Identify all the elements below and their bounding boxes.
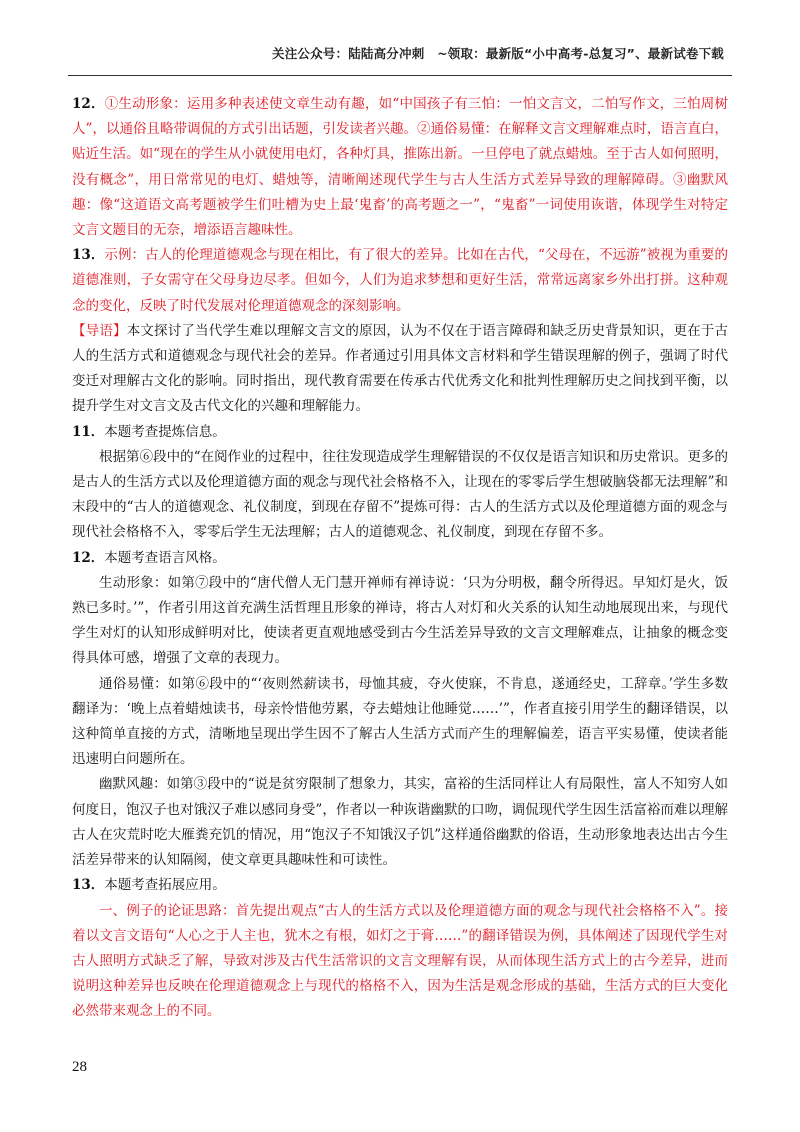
- item-number: 12．: [72, 549, 105, 566]
- analysis-heading-text: 本题考查提炼信息。: [104, 423, 226, 440]
- analysis-12-heading: [72, 546, 728, 571]
- document-body: [72, 92, 728, 1025]
- item-number: 13．: [72, 877, 105, 894]
- answer-text: 示例：古人的伦理道德观念与现在相比，有了很大的差异。比如在古代，“父母在，不远游”被视为重要的道德准则，子女需守在父母身边尽孝。但如今，人们为追求梦想和更好生活，常常远离家乡外出打拼。这种观念的变化，反映了时代发展对伦理道德观念的深刻影响。: [72, 247, 728, 314]
- answer-13-example: [72, 243, 728, 319]
- item-number: 12．: [72, 96, 105, 112]
- header-divider: [68, 75, 732, 76]
- answer-12-style: [72, 92, 728, 243]
- guide-paragraph: [72, 319, 728, 420]
- guide-tag: 【导语】: [72, 322, 127, 339]
- analysis-heading-text: 本题考查拓展应用。: [104, 877, 226, 894]
- analysis-11-body: 根据第⑥段中的“在阅作业的过程中，往往发现造成学生理解错误的不仅仅是语言知识和历史常识。更多的是古人的生活方式以及伦理道德方面的观念与现代社会格格不入，让现在的零零后学生想破脑袋都无法理解”和末段中的“古人的道德观念、礼仪制度，到现在存留不”提炼可得：古人的生活方式以及伦理道德方面的观念与现代社会格格不入，零零后学生无法理解；古人的道德观念、礼仪制度，到现在存留不多。: [72, 448, 728, 541]
- answer-text: ①生动形象：运用多种表述使文章生动有趣，如“中国孩子有三怕：一怕文言文，二怕写作文，三怕周树人”，以通俗且略带调侃的方式引出话题，引发读者兴趣。②通俗易懂：在解释文言文理解难点时，语言直白，贴近生活。如“现在的学生从小就使用电灯，各种灯具，推陈出新。一旦停电了就点蜡烛。至于古人如何照明，没有概念”，用日常常见的电灯、蜡烛等，清晰阐述现代学生与古人生活方式差异导致的理解障碍。③幽默风趣：像“这道语文高考题被学生们吐槽为史上最‘鬼畜’的高考题之一”，“鬼畜”一词使用诙谐，体现学生对特定文言文题目的无奈，增添语言趣味性。: [72, 96, 728, 239]
- guide-text: 本文探讨了当代学生难以理解文言文的原因，认为不仅在于语言障碍和缺乏历史背景知识，更在于古人的生活方式和道德观念与现代社会的差异。作者通过引用具体文言材料和学生错误理解的例子，强调了时代变迁对理解古文化的影响。同时指出，现代教育需要在传承古代优秀文化和批判性理解历史之间找到平衡，以提升学生对文言文及古代文化的兴趣和理解能力。: [72, 322, 729, 415]
- analysis-13-body: 一、例子的论证思路：首先提出观点“古人的生活方式以及伦理道德方面的观念与现代社会格格不入”。接着以文言文语句“人心之于人主也，犹木之有根，如灯之于膏……”的翻译错误为例，具体阐述了因现代学生对古人照明方式缺乏了解，导致对涉及古代生活常识的文言文理解有误，从而体现生活方式上的古今差异，进而说明这种差异也反映在伦理道德观念上与现代的格格不入，因为生活是观念形成的基础，生活方式的巨大变化必然带来观念上的不同。: [72, 902, 728, 1020]
- analysis-13-heading: [72, 873, 728, 898]
- analysis-12-humor: 幽默风趣：如第③段中的“说是贫穷限制了想象力，其实，富裕的生活同样让人有局限性，富人不知穷人如何度日，饱汉子也对饿汉子难以感同身受”，作者以一种诙谐幽默的口吻，调侃现代学生因生活富裕而难以理解古人在灾荒时吃大雁粪充饥的情况，用“饱汉子不知饿汉子饥”这样通俗幽默的俗语，生动形象地表达出古今生活差异带来的认知隔阂，使文章更具趣味性和可读性。: [72, 776, 728, 869]
- page-number: 28: [72, 1059, 87, 1075]
- analysis-12-vivid: 生动形象：如第⑦段中的“唐代僧人无门慧开禅师有禅诗说：‘只为分明极，翻令所得迟。早知灯是火，饭熟已多时。’”，作者引用这首充满生活哲理且形象的禅诗，将古人对灯和火关系的认知生动地展现出来，与现代学生对灯的认知形成鲜明对比，使读者更直观地感受到古今生活差异导致的文言文理解难点，让抽象的概念变得具体可感，增强了文章的表现力。: [72, 574, 728, 667]
- analysis-heading-text: 本题考查语言风格。: [104, 549, 226, 566]
- item-number: 11．: [72, 423, 105, 440]
- page-header: 关注公众号：陆陆高分冲刺 ~领取：最新版“小中高考-总复习”、最新试卷下载: [272, 46, 724, 61]
- analysis-11-heading: [72, 420, 728, 445]
- analysis-12-plain: 通俗易懂：如第⑥段中的“‘夜则然薪读书，母恤其疲，夺火使寐，不肯息，遂通经史，工辞章。’学生多数翻译为：‘晚上点着蜡烛读书，母亲怜惜他劳累，夺去蜡烛让他睡觉……’”，作者直接引用学生的翻译错误，以这种简单直接的方式，清晰地呈现出学生因不了解古人生活方式而产生的理解偏差，语言平实易懂，使读者能迅速明白问题所在。: [72, 675, 728, 768]
- item-number: 13．: [72, 247, 105, 264]
